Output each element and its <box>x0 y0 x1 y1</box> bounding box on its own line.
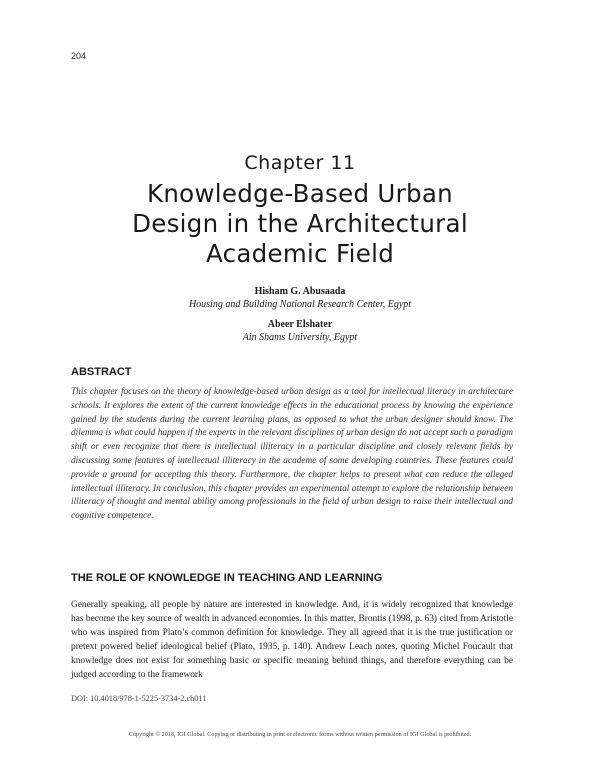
author-affiliation: Ain Shams University, Egypt <box>242 332 358 343</box>
chapter-title <box>60 179 540 269</box>
author-name: Hisham G. Abusaada <box>254 286 346 297</box>
chapter-title-line: Knowledge-Based Urban <box>146 179 454 208</box>
chapter-title-line: Academic Field <box>205 239 395 268</box>
section-body-text: Generally speaking, all people by nature are interested in knowledge. And, it is widely recognized that knowledge has become the key source of wealth in advanced economies. In this matter, Brontis (1998, p. 63) cited from Aristotle who was inspired from Plato’s common definition for knowledge. They all agreed that it is the true justification or pretext powered belief ideological belief (Plato, 1935, p. 140). Andrew Leach notes, quoting Michel Foucault that knowledge does not exist for something basic or specific meaning behind things, and therefore everything can be judged according to the framework <box>71 600 513 680</box>
chapter-title-line: Design in the Architectural <box>132 209 468 238</box>
section-heading: THE ROLE OF KNOWLEDGE IN TEACHING AND LEARNING <box>71 572 383 584</box>
page-number: 204 <box>71 51 87 61</box>
author-affiliation: Housing and Building National Research Center, Egypt <box>188 299 412 310</box>
author-name: Abeer Elshater <box>267 319 333 330</box>
abstract-heading: ABSTRACT <box>71 366 132 378</box>
author-block <box>0 285 600 311</box>
author-block <box>0 318 600 344</box>
copyright-notice: Copyright © 2018, IGI Global. Copying or distributing in print or electronic forms without written permission of IGI Global is prohibited. <box>128 731 472 738</box>
abstract-text: This chapter focuses on the theory of knowledge-based urban design as a tool for intellectual literacy in architecture schools. It explores the extent of the current knowledge effects in the educational process by knowing the experience gained by the students during the current learning plans, as opposed to what the urban designer should know. The dilemma is what could happen if the experts in the relevant disciplines of urban design do not accept such a paradigm shift or even recognize that there is intellectual illiteracy in a particular discipline and closely relevant fields by discussing some features of intellectual illiteracy in the academe of some developing countries. These features could provide a ground for accepting this theory. Furthermore, the chapter helps to present what can reduce the alleged intellectual illiteracy. In conclusion, this chapter provides an experimental attempt to explore the relationship between illiteracy of thought and mental ability among professionals in the field of urban design to raise their intellectual and cognitive competence. <box>71 387 513 522</box>
chapter-label: Chapter 11 <box>244 152 356 174</box>
doi-line: DOI: 10.4018/978-1-5225-3734-2.ch011 <box>71 694 207 703</box>
